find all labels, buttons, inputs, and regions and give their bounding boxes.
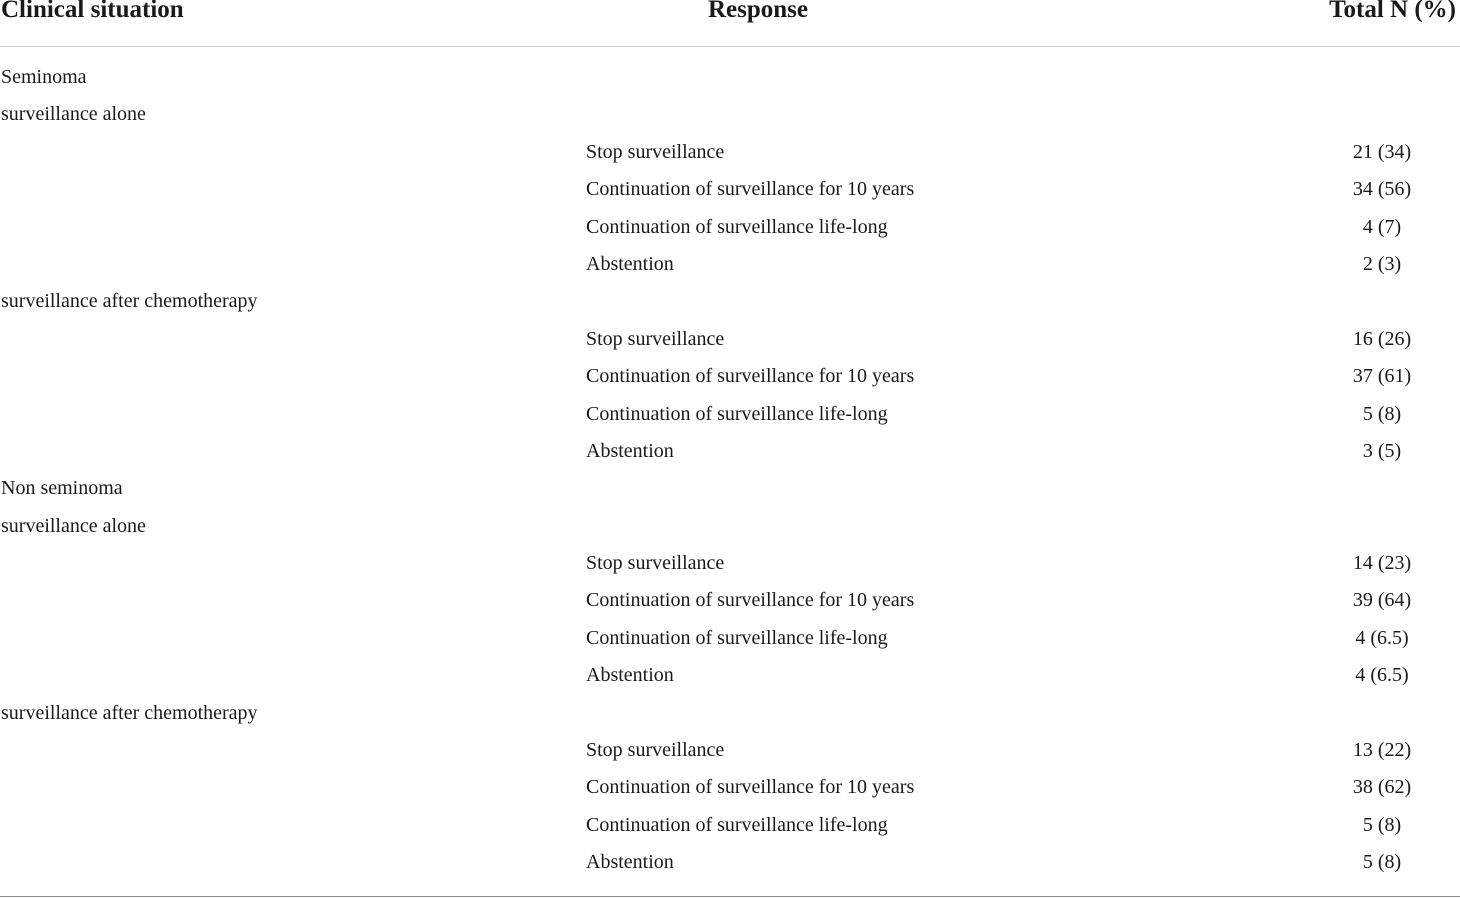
total-cell: 5 (8) <box>1362 402 1402 425</box>
bottom-rule <box>0 896 1460 897</box>
table-row <box>0 96 1460 133</box>
total-cell: 4 (7) <box>1362 215 1402 238</box>
response-cell: Abstention <box>586 252 674 275</box>
table-row <box>0 396 1460 433</box>
total-cell: 4 (6.5) <box>1355 626 1409 649</box>
situation-cell: surveillance after chemotherapy <box>1 290 258 313</box>
table-row <box>0 620 1460 657</box>
table-row <box>0 769 1460 806</box>
table-row <box>0 134 1460 171</box>
table-row <box>0 844 1460 881</box>
response-cell: Abstention <box>586 851 674 874</box>
total-cell: 34 (56) <box>1352 178 1412 201</box>
situation-cell: surveillance alone <box>1 103 146 126</box>
response-cell: Stop surveillance <box>586 739 725 762</box>
table-row <box>0 582 1460 619</box>
response-cell: Stop surveillance <box>586 327 725 350</box>
table-row <box>0 246 1460 283</box>
response-cell: Continuation of surveillance for 10 years <box>586 365 915 388</box>
table-row <box>0 171 1460 208</box>
situation-cell: surveillance after chemotherapy <box>1 701 258 724</box>
table-row <box>0 59 1460 96</box>
response-cell: Stop surveillance <box>586 140 725 163</box>
total-cell: 14 (23) <box>1352 552 1412 575</box>
table-row <box>0 470 1460 507</box>
column-header-total: Total N (%) <box>1329 0 1456 23</box>
total-cell: 5 (8) <box>1362 813 1402 836</box>
table-row <box>0 283 1460 320</box>
table-row <box>0 209 1460 246</box>
response-cell: Continuation of surveillance for 10 years <box>586 776 915 799</box>
total-cell: 21 (34) <box>1352 140 1412 163</box>
table-row <box>0 321 1460 358</box>
total-cell: 5 (8) <box>1362 851 1402 874</box>
table-row <box>0 657 1460 694</box>
response-cell: Continuation of surveillance life-long <box>586 402 888 425</box>
table-row <box>0 358 1460 395</box>
table-header <box>0 0 1460 47</box>
column-header-clinical-situation: Clinical situation <box>1 0 184 23</box>
response-cell: Continuation of surveillance life-long <box>586 813 888 836</box>
response-cell: Continuation of surveillance for 10 years <box>586 178 915 201</box>
total-cell: 2 (3) <box>1362 252 1402 275</box>
response-cell: Abstention <box>586 664 674 687</box>
response-cell: Stop surveillance <box>586 552 725 575</box>
response-cell: Abstention <box>586 439 674 462</box>
table-row <box>0 732 1460 769</box>
table-row <box>0 695 1460 732</box>
total-cell: 3 (5) <box>1362 439 1402 462</box>
total-cell: 13 (22) <box>1352 739 1412 762</box>
situation-cell: Seminoma <box>1 66 87 88</box>
total-cell: 16 (26) <box>1352 327 1412 350</box>
total-cell: 4 (6.5) <box>1355 664 1409 687</box>
situation-cell: surveillance alone <box>1 514 146 537</box>
total-cell: 38 (62) <box>1352 776 1412 799</box>
response-cell: Continuation of surveillance life-long <box>586 626 888 649</box>
table-row <box>0 545 1460 582</box>
table-body <box>0 59 1460 882</box>
total-cell: 37 (61) <box>1352 365 1412 388</box>
table-row <box>0 433 1460 470</box>
response-cell: Continuation of surveillance for 10 years <box>586 589 915 612</box>
total-cell: 39 (64) <box>1352 589 1412 612</box>
situation-cell: Non seminoma <box>1 477 123 500</box>
table-row <box>0 508 1460 545</box>
table-row <box>0 807 1460 844</box>
response-cell: Continuation of surveillance life-long <box>586 215 888 238</box>
column-header-response: Response <box>708 0 809 23</box>
